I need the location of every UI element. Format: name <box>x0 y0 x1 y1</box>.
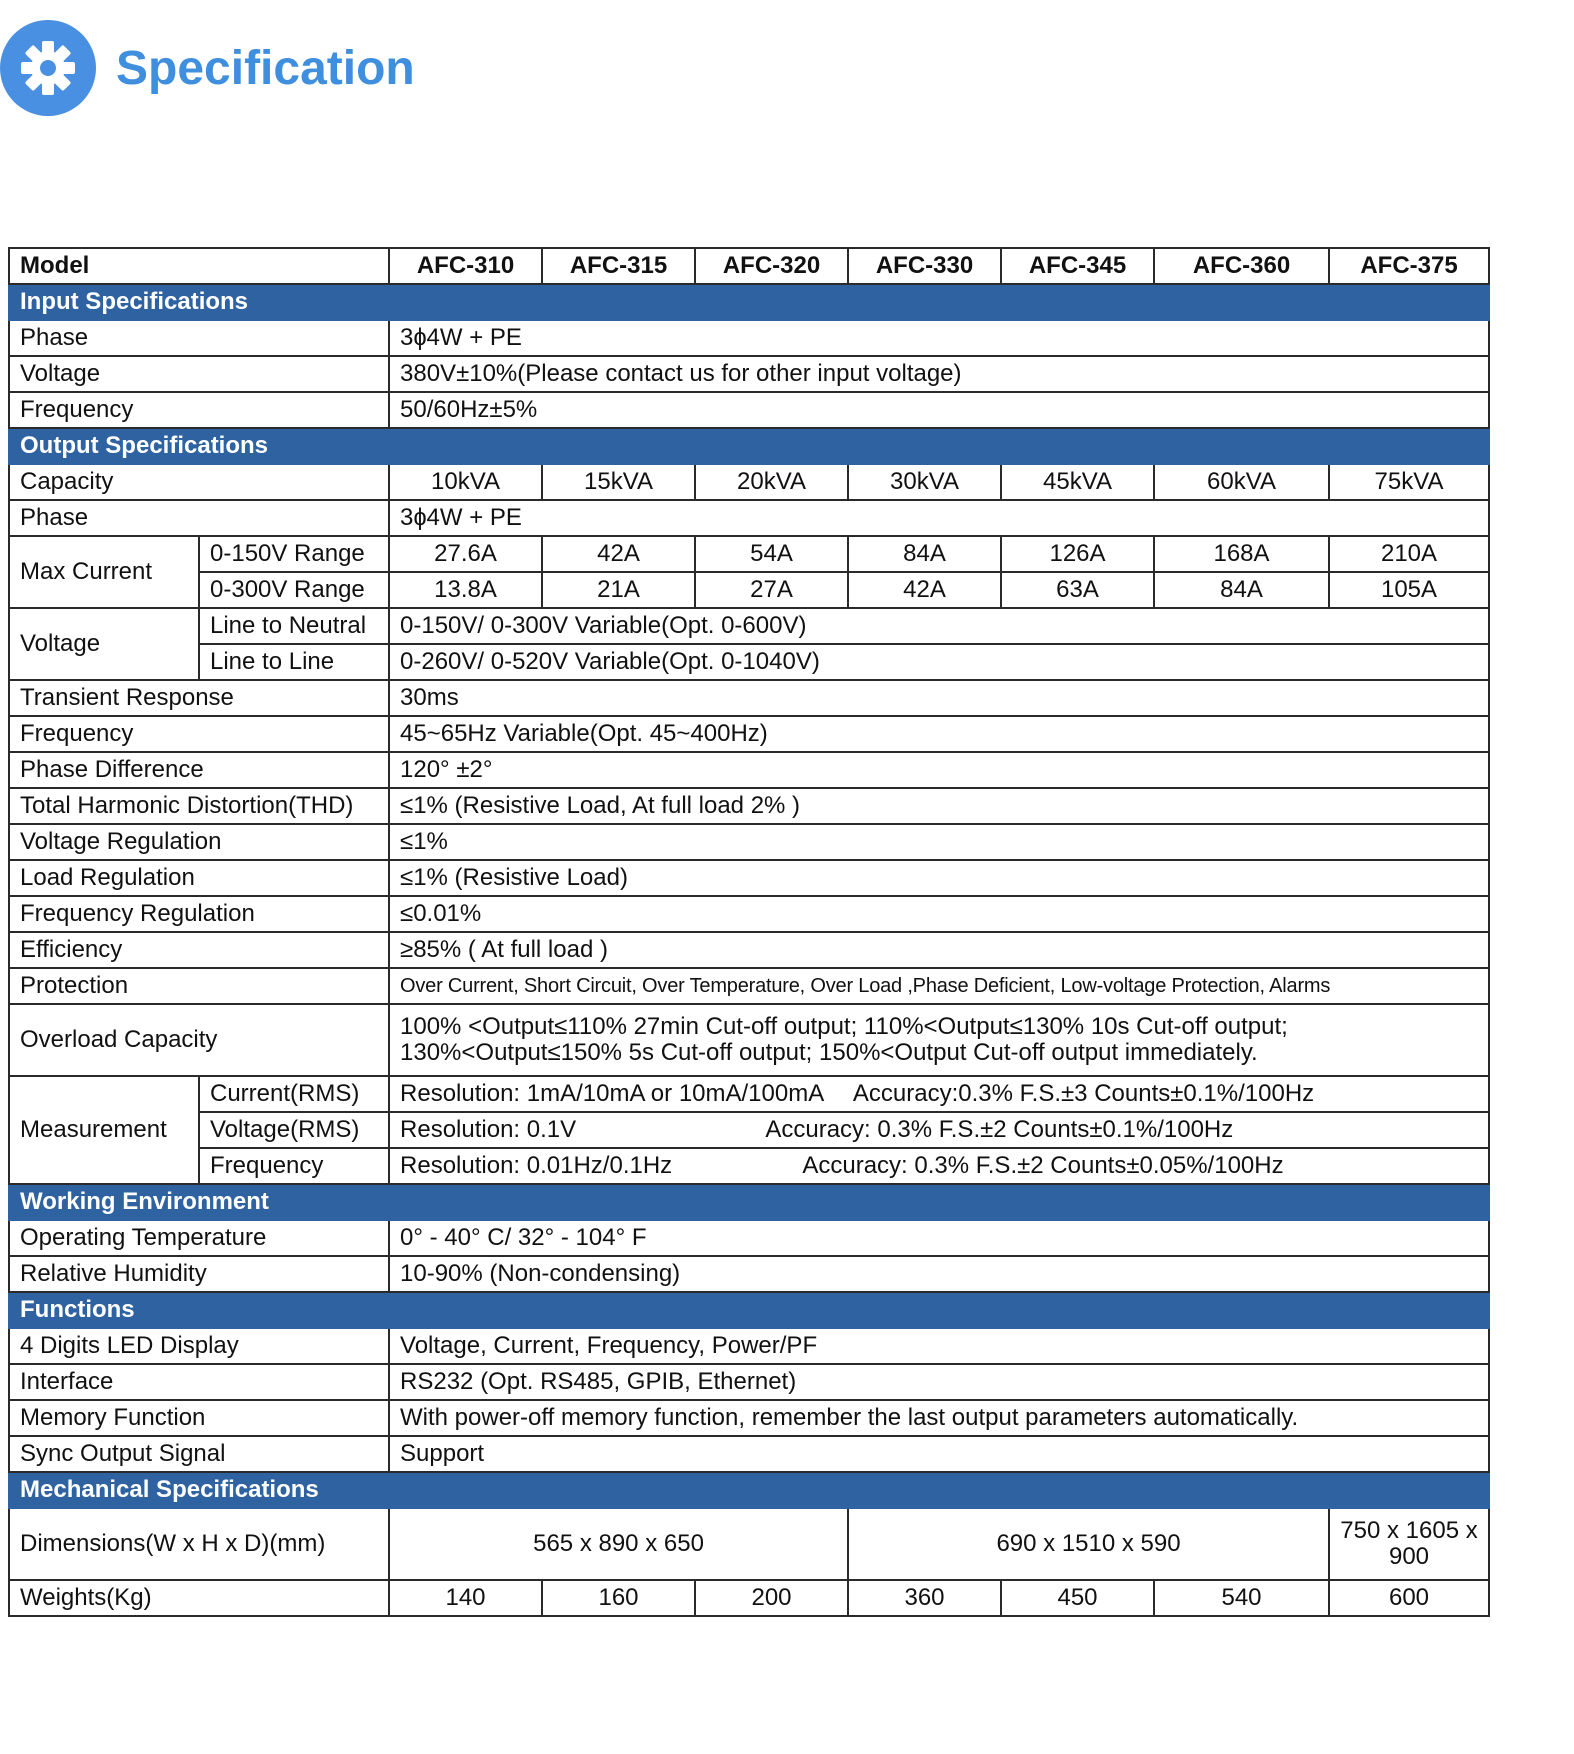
cell-value: 360 <box>848 1580 1001 1616</box>
table-row <box>9 1580 1489 1616</box>
row-value: 45~65Hz Variable(Opt. 45~400Hz) <box>389 716 1489 752</box>
row-value: ≤1% (Resistive Load, At full load 2% ) <box>389 788 1489 824</box>
table-row <box>9 572 1489 608</box>
row-label: Relative Humidity <box>9 1256 389 1292</box>
row-label: Total Harmonic Distortion(THD) <box>9 788 389 824</box>
row-label: Weights(Kg) <box>9 1580 389 1616</box>
row-label: Max Current <box>9 536 199 608</box>
table-row <box>9 896 1489 932</box>
cell-value: 84A <box>1154 572 1329 608</box>
table-row <box>9 1508 1489 1580</box>
cell-value: 690 x 1510 x 590 <box>848 1508 1329 1580</box>
cell-value: 54A <box>695 536 848 572</box>
row-value <box>389 1148 1489 1184</box>
cell-value: 450 <box>1001 1580 1154 1616</box>
row-label: Frequency Regulation <box>9 896 389 932</box>
cell-value: 75kVA <box>1329 464 1489 500</box>
table-row <box>9 968 1489 1004</box>
table-row <box>9 356 1489 392</box>
cell-value: 84A <box>848 536 1001 572</box>
cell-value: 210A <box>1329 536 1489 572</box>
row-value: ≥85% ( At full load ) <box>389 932 1489 968</box>
table-row <box>9 1256 1489 1292</box>
row-label: Operating Temperature <box>9 1220 389 1256</box>
table-row <box>9 464 1489 500</box>
table-row <box>9 500 1489 536</box>
table-row <box>9 608 1489 644</box>
model-label: Model <box>9 248 389 284</box>
spec-table <box>8 247 1490 1617</box>
row-value: 380V±10%(Please contact us for other input voltage) <box>389 356 1489 392</box>
table-row <box>9 1400 1489 1436</box>
row-value: RS232 (Opt. RS485, GPIB, Ethernet) <box>389 1364 1489 1400</box>
cell-value: 105A <box>1329 572 1489 608</box>
section-header <box>9 284 1489 320</box>
section-header <box>9 428 1489 464</box>
row-value: Over Current, Short Circuit, Over Temperature, Over Load ,Phase Deficient, Low-voltage Protection, Alarms <box>389 968 1489 1004</box>
table-row <box>9 752 1489 788</box>
row-value: 10-90% (Non-condensing) <box>389 1256 1489 1292</box>
table-row <box>9 1112 1489 1148</box>
row-label: Frequency <box>9 716 389 752</box>
row-label: Phase <box>9 320 389 356</box>
cell-value: 42A <box>848 572 1001 608</box>
model-name: AFC-315 <box>542 248 695 284</box>
overload-line: 100% <Output≤110% 27min Cut-off output; 110%<Output≤130% 10s Cut-off output; <box>400 1012 1288 1040</box>
cell-value: 21A <box>542 572 695 608</box>
section-header <box>9 1292 1489 1328</box>
sub-label: Voltage(RMS) <box>199 1112 389 1148</box>
cell-value: 126A <box>1001 536 1154 572</box>
cell-value: 27A <box>695 572 848 608</box>
sub-label: Line to Line <box>199 644 389 680</box>
row-value: 30ms <box>389 680 1489 716</box>
gear-icon <box>0 20 96 116</box>
cell-value: 168A <box>1154 536 1329 572</box>
table-row <box>9 644 1489 680</box>
sub-label: Line to Neutral <box>199 608 389 644</box>
model-name: AFC-375 <box>1329 248 1489 284</box>
cell-value: 13.8A <box>389 572 542 608</box>
table-row <box>9 680 1489 716</box>
row-label: Efficiency <box>9 932 389 968</box>
sub-label: 0-300V Range <box>199 572 389 608</box>
row-label: Capacity <box>9 464 389 500</box>
row-value: 0° - 40° C/ 32° - 104° F <box>389 1220 1489 1256</box>
model-name: AFC-360 <box>1154 248 1329 284</box>
cell-value: 60kVA <box>1154 464 1329 500</box>
table-row <box>9 932 1489 968</box>
cell-value: 600 <box>1329 1580 1489 1616</box>
row-label: Frequency <box>9 392 389 428</box>
cell-value: 160 <box>542 1580 695 1616</box>
sub-label: Current(RMS) <box>199 1076 389 1112</box>
cell-value: 42A <box>542 536 695 572</box>
table-row <box>9 716 1489 752</box>
row-label: Sync Output Signal <box>9 1436 389 1472</box>
cell-value: 565 x 890 x 650 <box>389 1508 848 1580</box>
table-row <box>9 860 1489 896</box>
row-value: Voltage, Current, Frequency, Power/PF <box>389 1328 1489 1364</box>
cell-value: 200 <box>695 1580 848 1616</box>
row-value: 120° ±2° <box>389 752 1489 788</box>
page-title: Specification <box>116 41 415 95</box>
sub-label: 0-150V Range <box>199 536 389 572</box>
model-name: AFC-345 <box>1001 248 1154 284</box>
section-header <box>9 1472 1489 1508</box>
page-header <box>0 20 415 116</box>
cell-value: 15kVA <box>542 464 695 500</box>
cell-value: 140 <box>389 1580 542 1616</box>
row-label: Voltage <box>9 356 389 392</box>
resolution-text: Resolution: 1mA/10mA or 10mA/100mA <box>400 1079 823 1107</box>
row-label: Measurement <box>9 1076 199 1184</box>
cell-value: 45kVA <box>1001 464 1154 500</box>
table-row <box>9 1076 1489 1112</box>
row-label: Dimensions(W x H x D)(mm) <box>9 1508 389 1580</box>
row-value <box>389 1112 1489 1148</box>
resolution-text: Resolution: 0.01Hz/0.1Hz <box>400 1151 673 1179</box>
model-name: AFC-320 <box>695 248 848 284</box>
sub-label: Frequency <box>199 1148 389 1184</box>
table-row <box>9 1148 1489 1184</box>
row-label: Overload Capacity <box>9 1004 389 1076</box>
section-title: Mechanical Specifications <box>9 1472 1489 1508</box>
overload-line: 130%<Output≤150% 5s Cut-off output; 150%<Output Cut-off output immediately. <box>400 1039 1258 1066</box>
table-row <box>9 1328 1489 1364</box>
table-row <box>9 320 1489 356</box>
resolution-text: Resolution: 0.1V <box>400 1115 577 1143</box>
table-row <box>9 392 1489 428</box>
cell-value: 63A <box>1001 572 1154 608</box>
model-name: AFC-330 <box>848 248 1001 284</box>
section-header <box>9 1184 1489 1220</box>
cell-value: 750 x 1605 x 900 <box>1329 1508 1489 1580</box>
cell-value: 20kVA <box>695 464 848 500</box>
table-row <box>9 1436 1489 1472</box>
row-label: Phase Difference <box>9 752 389 788</box>
row-label: Phase <box>9 500 389 536</box>
row-value: 50/60Hz±5% <box>389 392 1489 428</box>
row-value: ≤1% <box>389 824 1489 860</box>
row-value: 0-150V/ 0-300V Variable(Opt. 0-600V) <box>389 608 1489 644</box>
model-row <box>9 248 1489 284</box>
section-title: Input Specifications <box>9 284 1489 320</box>
row-value: With power-off memory function, remember the last output parameters automatically. <box>389 1400 1489 1436</box>
cell-value: 27.6A <box>389 536 542 572</box>
row-label: Voltage <box>9 608 199 680</box>
row-label: 4 Digits LED Display <box>9 1328 389 1364</box>
accuracy-text: Accuracy: 0.3% F.S.±2 Counts±0.05%/100Hz <box>802 1151 1284 1179</box>
section-title: Functions <box>9 1292 1489 1328</box>
row-value <box>389 1076 1489 1112</box>
row-value: ≤0.01% <box>389 896 1489 932</box>
table-row <box>9 536 1489 572</box>
section-title: Working Environment <box>9 1184 1489 1220</box>
row-label: Load Regulation <box>9 860 389 896</box>
row-value: ≤1% (Resistive Load) <box>389 860 1489 896</box>
row-value: 3ɸ4W + PE <box>389 320 1489 356</box>
table-row <box>9 788 1489 824</box>
table-row <box>9 1364 1489 1400</box>
row-value: 3ɸ4W + PE <box>389 500 1489 536</box>
table-row <box>9 1004 1489 1076</box>
table-row <box>9 824 1489 860</box>
cell-value: 540 <box>1154 1580 1329 1616</box>
section-title: Output Specifications <box>9 428 1489 464</box>
accuracy-text: Accuracy: 0.3% F.S.±2 Counts±0.1%/100Hz <box>765 1115 1234 1143</box>
row-label: Voltage Regulation <box>9 824 389 860</box>
cell-value: 30kVA <box>848 464 1001 500</box>
cell-value: 10kVA <box>389 464 542 500</box>
row-value: Support <box>389 1436 1489 1472</box>
table-row <box>9 1220 1489 1256</box>
row-label: Protection <box>9 968 389 1004</box>
row-label: Interface <box>9 1364 389 1400</box>
row-value: 0-260V/ 0-520V Variable(Opt. 0-1040V) <box>389 644 1489 680</box>
row-label: Memory Function <box>9 1400 389 1436</box>
model-name: AFC-310 <box>389 248 542 284</box>
row-value <box>389 1004 1489 1076</box>
row-label: Transient Response <box>9 680 389 716</box>
accuracy-text: Accuracy:0.3% F.S.±3 Counts±0.1%/100Hz <box>852 1079 1315 1107</box>
